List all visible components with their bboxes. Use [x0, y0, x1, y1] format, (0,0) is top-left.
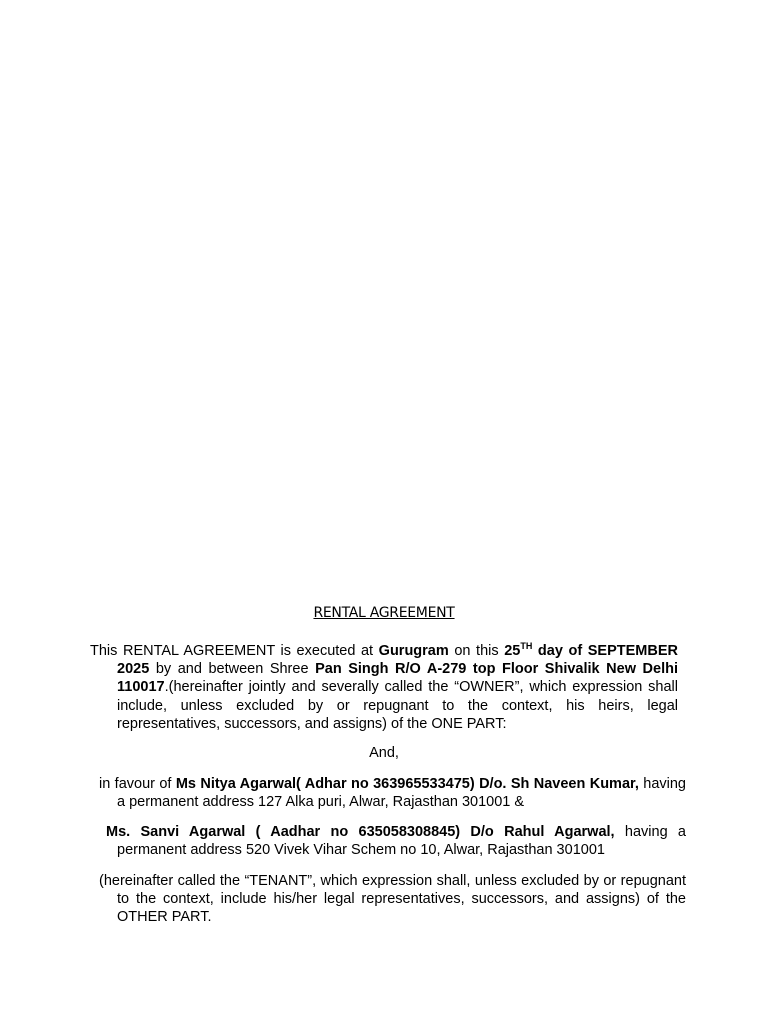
day-number: 25 [504, 643, 521, 659]
intro-text-2: on this [448, 643, 505, 659]
intro-text: This RENTAL AGREEMENT is executed at [90, 643, 379, 659]
and-text: And, [369, 745, 399, 761]
owner-clause: .(hereinafter jointly and severally called the “OWNER”, which expression shall include, unless excluded by or repugnant to the context, his heirs, legal representatives, successors, and assigns) of the ONE PART: [117, 679, 678, 732]
tenant-clause-text: (hereinafter called the “TENANT”, which expression shall, unless excluded by or repugnant to the context, include his/her legal representatives, successors, and assigns) of the OTHER PART. [99, 873, 686, 926]
document-title: RENTAL AGREEMENT [313, 605, 455, 621]
paragraph-tenant-clause [99, 872, 686, 927]
tenant-two-address: having a permanent address 520 Vivek Vihar Schem no 10, Alwar, Rajasthan 301001 [117, 824, 687, 859]
tenant-one-address: having a permanent address 127 Alka puri, Alwar, Rajasthan 301001 & [117, 776, 686, 811]
favour-text: in favour of [99, 776, 176, 792]
day-month-year: day of SEPTEMBER 2025 [117, 643, 678, 678]
owner-details: Pan Singh R/O A-279 top Floor Shivalik New Delhi 110017 [117, 661, 678, 696]
paragraph-tenant-two [106, 823, 687, 859]
and-separator [0, 745, 768, 761]
paragraph-agreement-intro [90, 641, 678, 733]
paragraph-tenant-one [99, 775, 686, 811]
execution-place: Gurugram [378, 643, 449, 659]
tenant-two-details: Ms. Sanvi Agarwal ( Aadhar no 635058308845) D/o Rahul Agarwal, [106, 824, 615, 840]
intro-text-3: by and between Shree [149, 661, 316, 678]
day-suffix: TH [520, 641, 533, 651]
tenant-one-details: Ms Nitya Agarwal( Adhar no 363965533475) D/o. Sh Naveen Kumar, [175, 776, 639, 792]
